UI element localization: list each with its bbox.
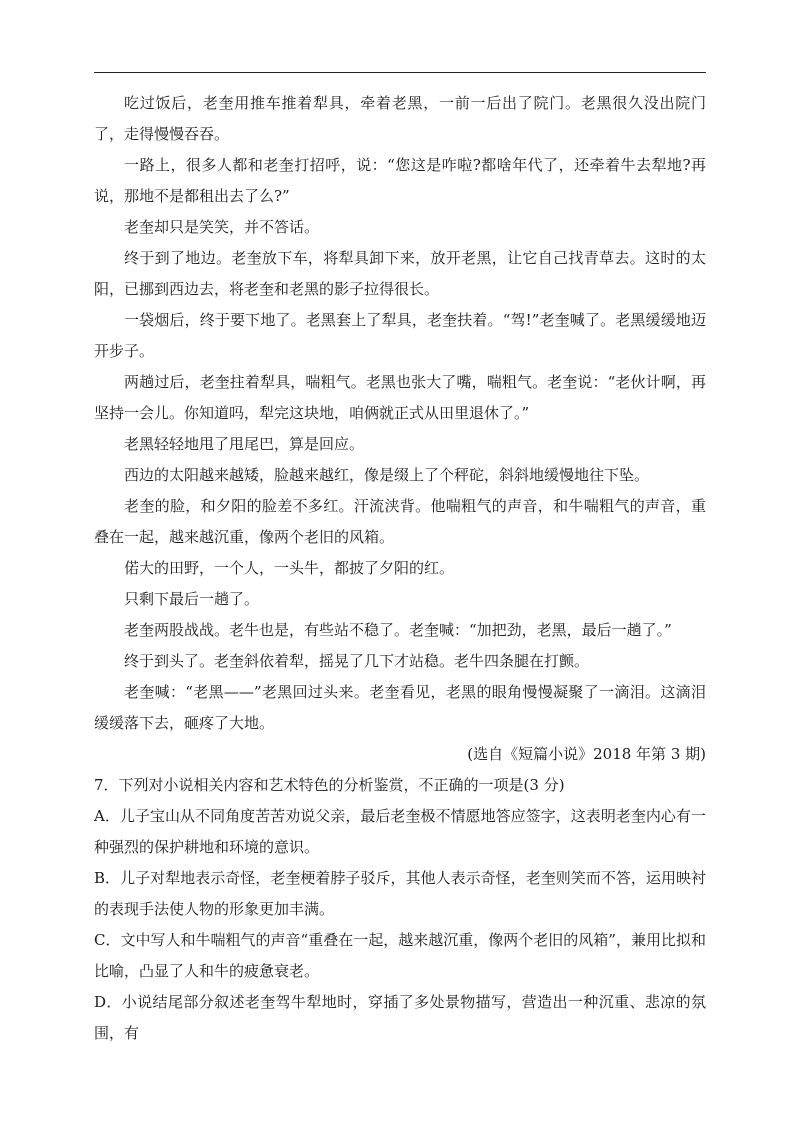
story-paragraph: 吃过饭后，老奎用推车推着犁具，牵着老黑，一前一后出了院门。老黑很久没出院门了，走得慢慢吞吞。 (94, 94, 706, 143)
story-paragraph: 老奎的脸，和夕阳的脸差不多红。汗流浃背。他喘粗气的声音，和牛喘粗气的声音，重叠在一起，越来越沉重，像两个老旧的风箱。 (94, 497, 706, 546)
option-b: B．儿子对犁地表示奇怪，老奎梗着脖子驳斥，其他人表示奇怪，老奎则笑而不答，运用映衬的表现手法使人物的形象更加丰满。 (94, 869, 706, 918)
story-paragraph: 老奎两股战战。老牛也是，有些站不稳了。老奎喊：“加把劲，老黑，最后一趟了。” (124, 621, 672, 639)
question-stem: 7．下列对小说相关内容和艺术特色的分析鉴赏，不正确的一项是(3 分) (94, 776, 565, 794)
story-paragraph: 只剩下最后一趟了。 (124, 590, 260, 608)
story-paragraph: 老奎却只是笑笑，并不答话。 (124, 218, 320, 236)
header-rule (94, 72, 706, 73)
story-paragraph: 偌大的田野，一个人，一头牛，都披了夕阳的红。 (124, 559, 455, 577)
story-paragraph: 一袋烟后，终于要下地了。老黑套上了犁具，老奎扶着。“驾!”老奎喊了。老黑缓缓地迈开步子。 (94, 311, 706, 360)
page-content (94, 88, 706, 1049)
story-paragraph: 终于到了地边。老奎放下车，将犁具卸下来，放开老黑，让它自己找青草去。这时的太阳，已挪到西边去，将老奎和老黑的影子拉得很长。 (94, 249, 706, 298)
option-c: C．文中写人和牛喘粗气的声音“重叠在一起，越来越沉重，像两个老旧的风箱”，兼用比拟和比喻，凸显了人和牛的疲惫衰老。 (94, 931, 706, 980)
option-d: D．小说结尾部分叙述老奎驾牛犁地时，穿插了多处景物描写，营造出一种沉重、悲凉的氛围，有 (94, 993, 706, 1042)
story-paragraph: 一路上，很多人都和老奎打招呼，说：“您这是咋啦?都啥年代了，还牵着牛去犁地?再说，那地不是都租出去了么?” (94, 156, 706, 205)
story-paragraph: 老奎喊：“老黑——”老黑回过头来。老奎看见，老黑的眼角慢慢凝聚了一滴泪。这滴泪缓缓落下去，砸疼了大地。 (94, 683, 706, 732)
source-citation: (选自《短篇小说》2018 年第 3 期) (467, 745, 706, 763)
option-a: A．儿子宝山从不同角度苦苦劝说父亲，最后老奎极不情愿地答应签字，这表明老奎内心有一种强烈的保护耕地和环境的意识。 (94, 807, 706, 856)
story-paragraph: 西边的太阳越来越矮，脸越来越红，像是缀上了个秤砣，斜斜地缓慢地往下坠。 (124, 466, 650, 484)
story-paragraph: 两趟过后，老奎拄着犁具，喘粗气。老黑也张大了嘴，喘粗气。老奎说：“老伙计啊，再坚持一会儿。你知道吗，犁完这块地，咱俩就正式从田里退休了。” (94, 373, 706, 422)
story-paragraph: 老黑轻轻地甩了甩尾巴，算是回应。 (124, 435, 365, 453)
story-paragraph: 终于到头了。老奎斜依着犁，摇晃了几下才站稳。老牛四条腿在打颤。 (124, 652, 590, 670)
